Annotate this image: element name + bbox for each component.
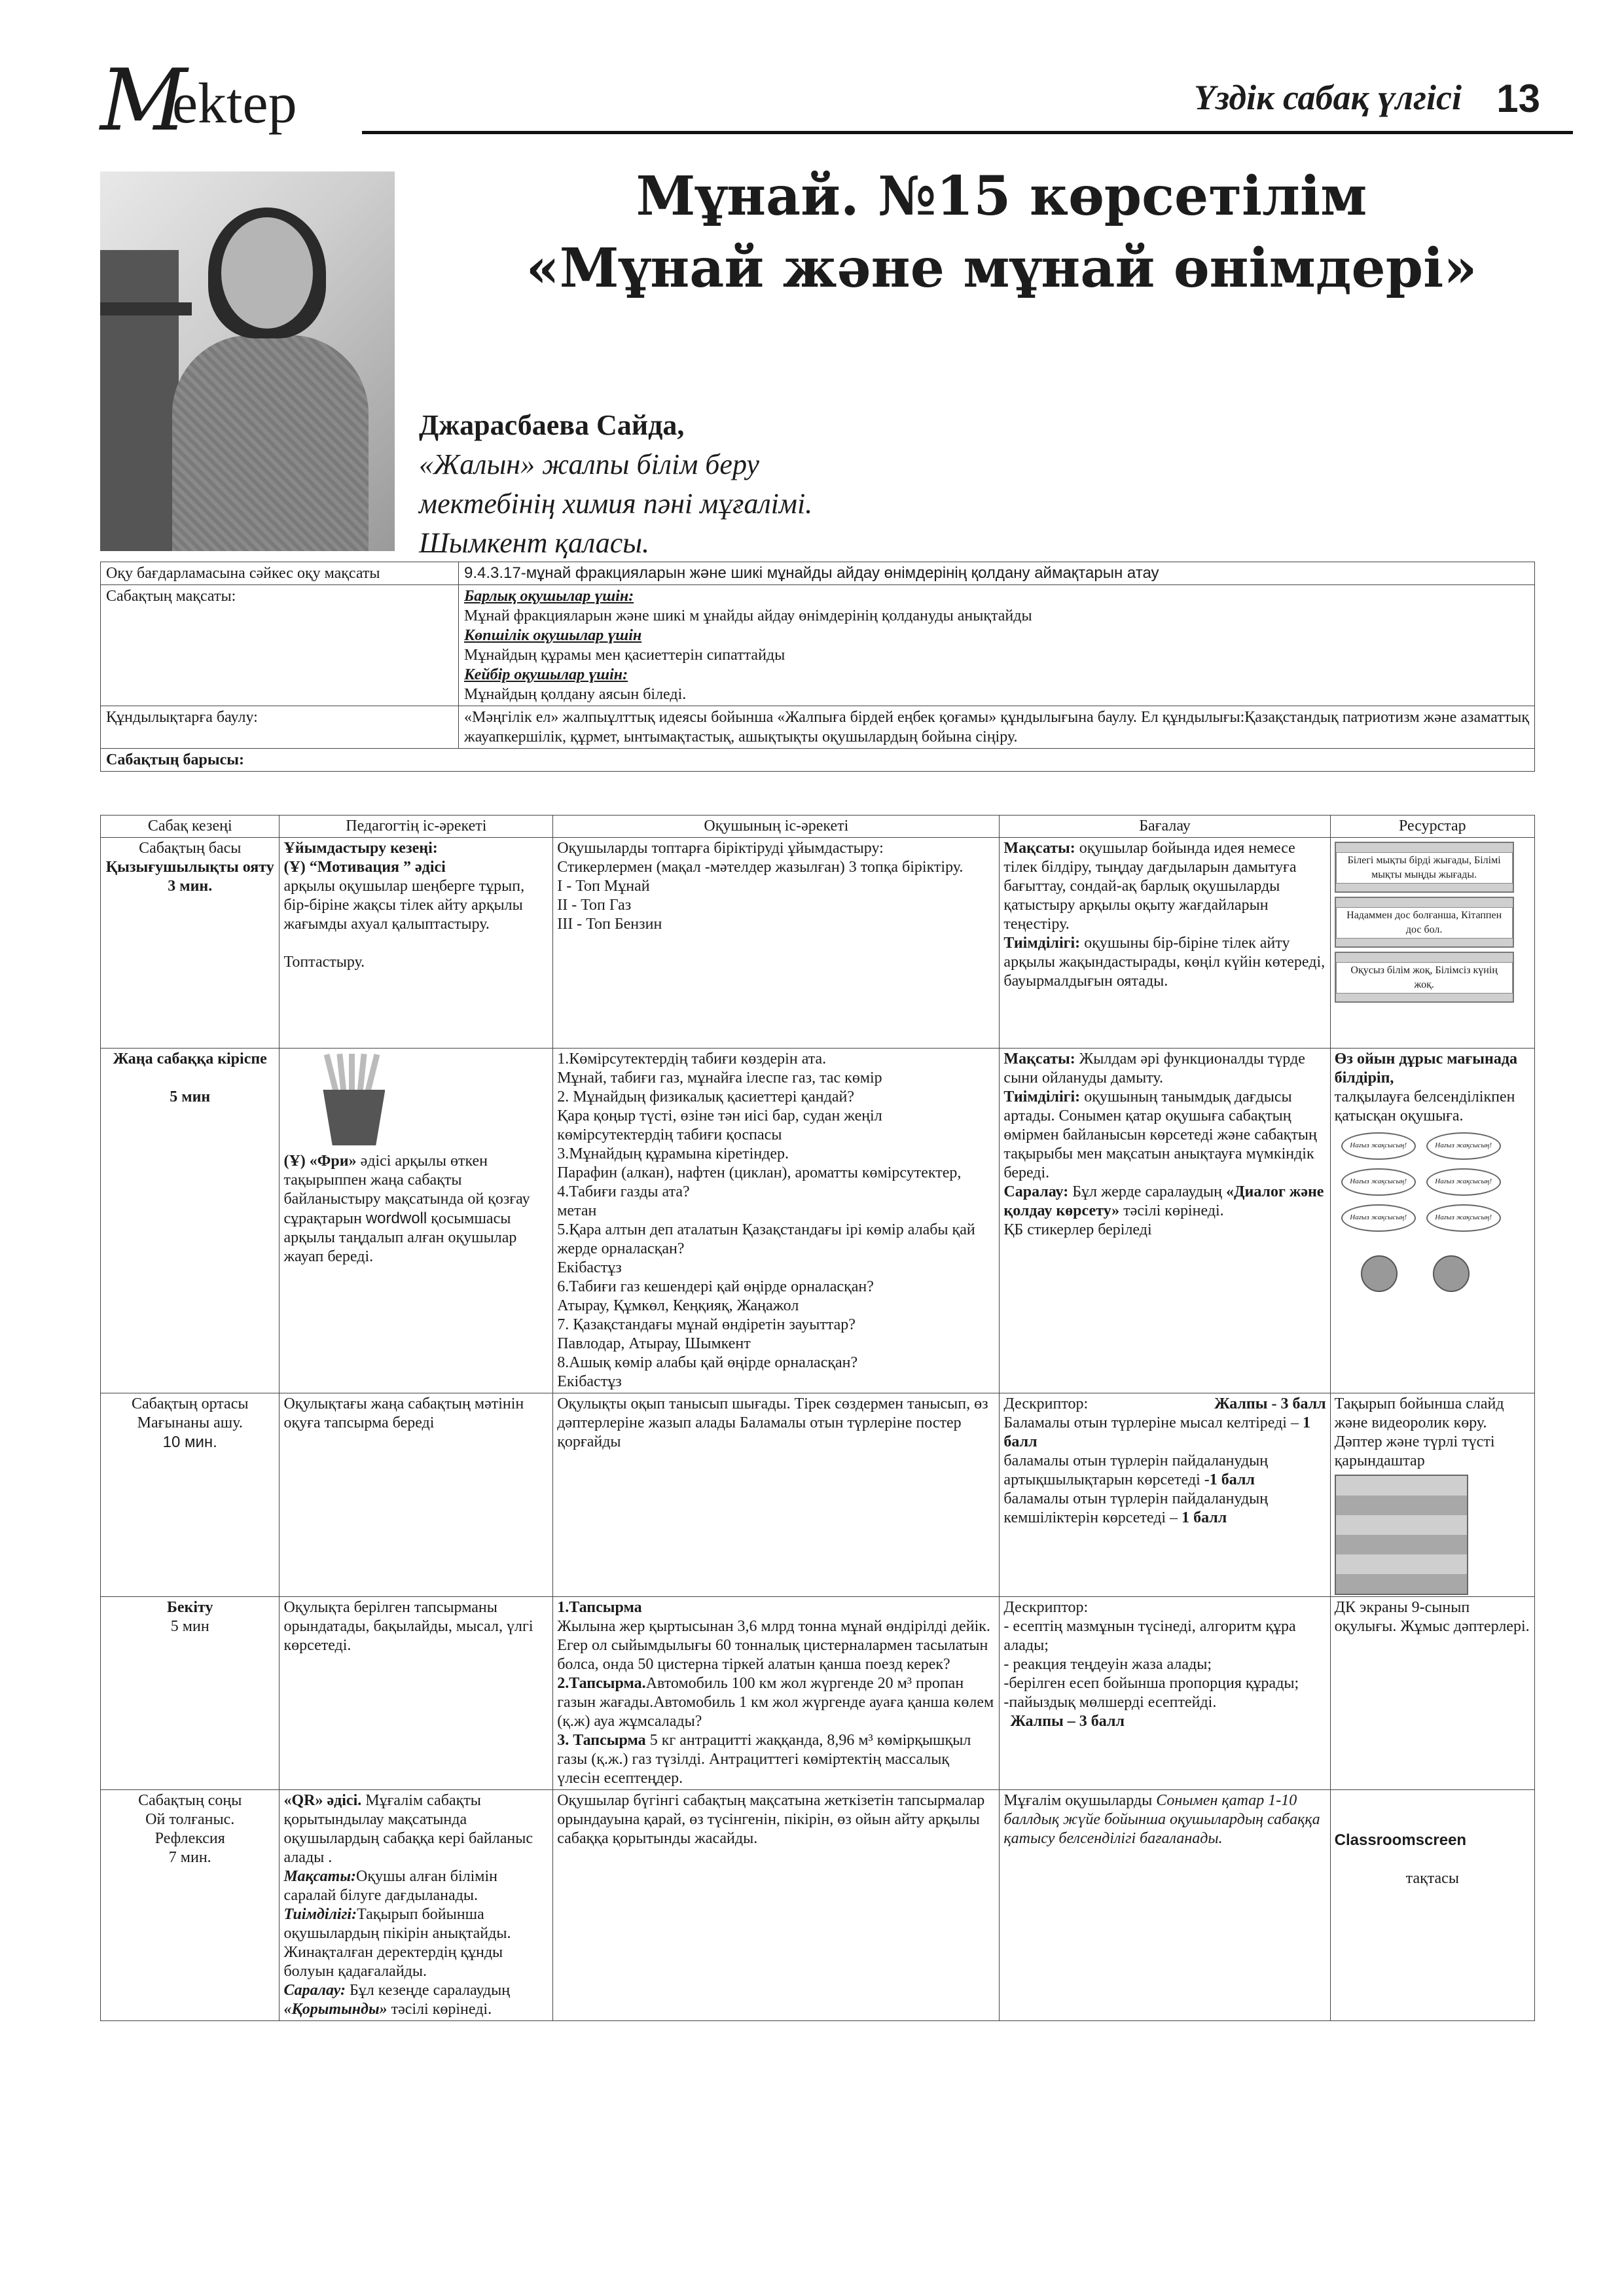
lesson-plan-table <box>100 815 1535 2021</box>
stage-name: Сабақтың басы <box>139 840 242 857</box>
goal-subhead: Барлық оқушылар үшін: <box>464 588 634 605</box>
author-block <box>419 406 812 563</box>
resource-cell <box>1330 1790 1534 2021</box>
method-name: «Қорытынды» <box>283 2001 388 2018</box>
smiley-icon <box>1433 1255 1470 1292</box>
goal-subhead: Көпшілік оқушылар үшін <box>464 627 642 644</box>
answer: Екібастұз <box>557 1373 622 1390</box>
task-text: Жылына жер қыртысынан 3,6 млрд тонна мұнай өндірілді дейік. Егер ол сыйымдылығы 60 тонналық цистерналармен тасылатын болса, онда 50 цистерна тіркей алатын қанша поезд керек? <box>557 1618 990 1673</box>
student-text: Оқушыларды топтарға біріктіруді ұйымдастыру: <box>557 840 884 857</box>
stage-sub: Қызығушылықты ояту <box>105 859 274 876</box>
proverb-banner <box>1335 952 1514 1003</box>
resource-text: тақтасы <box>1405 1870 1459 1887</box>
teacher-text: Бұл кезеңде саралаудың <box>345 1982 511 1999</box>
col-header: Сабақ кезеңі <box>101 816 280 838</box>
task-title: 2.Тапсырма. <box>557 1675 646 1692</box>
table-row <box>101 838 1535 1049</box>
method-head: Тиімділігі: <box>283 1906 357 1923</box>
descriptor-item <box>1003 1452 1326 1490</box>
page-number: 13 <box>1496 77 1540 120</box>
descriptor-text: баламалы отын түрлерін пайдаланудың кемшіліктерін көрсетеді – <box>1003 1490 1269 1526</box>
teacher-cell <box>280 1790 553 2021</box>
resource-text: Тақырып бойынша слайд және видеоролик көру. Дәптер және түрлі түсті қарындаштар <box>1334 1395 1504 1469</box>
question: 1.Көмірсутектердің табиғи көздерін ата. <box>557 1050 827 1067</box>
stage-name: Сабақтың соңы <box>138 1792 242 1809</box>
task-text: 5 кг антрацитті жаққанда, 8,96 м³ көмірқышқыл газы (қ.ж.) газ түзілді. Антрациттегі көміртектің массалық үлесін есептеңдер. <box>557 1732 971 1787</box>
col-header: Бағалау <box>1000 816 1330 838</box>
eval-head: Саралау: <box>1003 1183 1069 1200</box>
eval-text: Мұғалім оқушыларды <box>1003 1792 1157 1809</box>
score: 1 балл <box>1003 1414 1310 1450</box>
fries-icon <box>310 1054 401 1145</box>
descriptor-text: Баламалы отын түрлеріне мысал келтіреді – <box>1003 1414 1299 1431</box>
group-item: I - Топ Мұнай <box>557 878 650 895</box>
answer: Мұнай, табиғи газ, мұнайға ілеспе газ, тас көмір <box>557 1069 882 1086</box>
resource-cell: ДК экраны 9-сынып оқулығы. Жұмыс дәптерлері. <box>1330 1597 1534 1790</box>
student-cell <box>553 1049 1000 1393</box>
total-score: Жалпы – 3 балл <box>1010 1713 1125 1730</box>
col-header: Ресурстар <box>1330 816 1534 838</box>
task-text: Автомобиль 100 км жол жүргенде 20 м³ пропан газын жағады.Автомобиль 1 км жол жүргенде ауаға қанша көлем (қ.ж) ауа жұмсалады? <box>557 1675 994 1730</box>
descriptor-item: - есептің мазмұнын түсінеді, алгоритм құра алады; <box>1003 1618 1296 1654</box>
table-header-row <box>101 816 1535 838</box>
eval-cell <box>1000 1597 1330 1790</box>
proverb-text: Білегі мықты бірді жығады, Білімі мықты мыңды жығады. <box>1336 852 1513 884</box>
sticker-bubble: Нағыз жақсысың! <box>1426 1204 1501 1232</box>
smiley-icons <box>1335 1250 1530 1296</box>
info-row-objective <box>101 562 1535 585</box>
stage-time: 10 мин. <box>162 1433 217 1451</box>
eval-text: оқушылар бойында идея немесе тілек білдіру, тыңдау дағдыларын дамытуға бағыттау, сондай-ақ барлық оқушыларды қатыстыру арқылы оқыту жағдайларын теңестіру. <box>1003 840 1297 933</box>
sticker-bubble: Нағыз жақсысың! <box>1426 1132 1501 1160</box>
student-cell <box>553 838 1000 1049</box>
info-value: «Мәңгілік ел» жалпыұлттық идеясы бойынша «Жалпыға бірдей еңбек қоғамы» құндылығына баулу. Ел құндылығы:Қазақстандық патриотизм және азаматтық жауапкершілік, құрмет, ынтымақтастық, ашықтықты оқушылардың бойына сіңіру. <box>459 706 1535 749</box>
teacher-text: қосымшасы арқылы таңдалып алған оқушылар жауап береді. <box>283 1210 517 1265</box>
eval-cell <box>1000 1790 1330 2021</box>
descriptor-text: баламалы отын түрлерін пайдаланудың артықшылықтарын көрсетеді - <box>1003 1452 1269 1488</box>
descriptor-head <box>1003 1395 1326 1414</box>
resource-head: Өз ойын дұрыс мағынада білдіріп, <box>1334 1050 1518 1086</box>
eval-cell <box>1000 1393 1330 1597</box>
stage-name: Сабақтың ортасы <box>131 1395 249 1412</box>
resource-name: Classroomscreen <box>1334 1831 1467 1849</box>
author-photo <box>100 171 395 551</box>
answer: Екібастұз <box>557 1259 622 1276</box>
resource-text: талқылауға белсенділікпен қатысқан оқушыға. <box>1334 1088 1515 1124</box>
eval-head: Тиімділігі: <box>1003 1088 1081 1105</box>
author-name: Джарасбаева Сайда, <box>419 409 685 441</box>
total-score: Жалпы - 3 балл <box>1214 1395 1326 1412</box>
eval-head: Мақсаты: <box>1003 840 1075 857</box>
question: 7. Қазақстандағы мұнай өндіретін зауыттар? <box>557 1316 856 1333</box>
title-line-1: Мұнай. №15 көрсетілім <box>636 165 1367 228</box>
teacher-text: арқылы оқушылар шеңберге тұрып, бір-біріне жақсы тілек айту арқылы жағымды ахуал қалыптастыру. <box>283 878 525 933</box>
stage-time: 5 мин <box>170 1618 209 1635</box>
eval-method: «Диалог және қолдау көрсету» <box>1003 1183 1324 1219</box>
stage-sub: Рефлексия <box>154 1830 225 1847</box>
eval-cell <box>1000 838 1330 1049</box>
proverb-text: Надаммен дос болғанша, Кітаппен дос бол. <box>1336 907 1513 939</box>
col-header: Оқушының іс-әрекеті <box>553 816 1000 838</box>
method-name: «QR» әдісі. <box>283 1792 362 1809</box>
stage-name: Жаңа сабаққа кіріспе <box>113 1050 267 1067</box>
answer: Павлодар, Атырау, Шымкент <box>557 1335 751 1352</box>
resource-cell <box>1330 1393 1534 1597</box>
resource-cell <box>1330 1049 1534 1393</box>
author-school: «Жалын» жалпы білім беру <box>419 448 759 480</box>
table-row <box>101 1049 1535 1393</box>
resource-cell <box>1330 838 1534 1049</box>
proverb-banner <box>1335 897 1514 948</box>
eval-text: тәсілі көрінеді. <box>1119 1202 1224 1219</box>
info-row-values <box>101 706 1535 749</box>
info-row-goals <box>101 585 1535 706</box>
teacher-text: Мұғалім сабақты қорытындылау мақсатында оқушылардың сабаққа кері байланыс алады . <box>283 1792 533 1866</box>
title-line-2: «Мұнай және мұнай өнімдері» <box>526 237 1477 300</box>
stage-time: 5 мин <box>170 1088 211 1105</box>
goal-text: Мұнайдың құрамы мен қасиеттерін сипаттайды <box>464 647 785 664</box>
student-cell: Оқушылар бүгінгі сабақтың мақсатына жеткізетін тапсырмалар орындауына қарай, өз түсінгенін, пікірін, өз ойын айту арқылы сабаққа қорытынды жасайды. <box>553 1790 1000 2021</box>
score: 1 балл <box>1182 1509 1227 1526</box>
method-head: Мақсаты: <box>283 1868 356 1885</box>
stage-cell <box>101 1790 280 2021</box>
descriptor-label: Дескриптор: <box>1003 1599 1089 1616</box>
app-name: wordwoll <box>365 1210 427 1227</box>
teacher-text: Тақырып бойынша оқушылардың пікірін анықтайды. Жинақталған деректердің құнды болуын қадағалайды. <box>283 1906 511 1980</box>
task-title: 1.Тапсырма <box>557 1599 642 1616</box>
info-value: 9.4.3.17-мұнай фракцияларын және шикі мұнайды айдау өнімдерінің қолдану аймақтарын атау <box>459 562 1535 585</box>
teacher-cell: Оқулықта берілген тапсырманы орындатады, бақылайды, мысал, үлгі көрсетеді. <box>280 1597 553 1790</box>
section-title: Үздік сабақ үлгісі <box>1193 78 1462 117</box>
eval-text: оқушыны бір-біріне тілек айту арқылы жақындастырады, көңіл күйін көтереді, бауырмалдығын оятады. <box>1003 935 1326 990</box>
table-row <box>101 1790 1535 2021</box>
student-cell: Оқулықты оқып танысып шығады. Тірек сөздермен танысып, өз дәптерлеріне жазып алады Баламалы отын түрлеріне постер қорғайды <box>553 1393 1000 1597</box>
goal-text: Мұнайдың қолдану аясын біледі. <box>464 686 687 703</box>
teacher-text: Топтастыру. <box>283 954 365 971</box>
answer: Қара қоңыр түсті, өзіне тән иісі бар, судан жеңіл көмірсутектердің табиғи қоспасы <box>557 1107 882 1143</box>
question: 5.Қара алтын деп аталатын Қазақстандағы ірі көмір алабы қай жерде орналасқан? <box>557 1221 975 1257</box>
eval-text: оқушының танымдық дағдысы артады. Сонымен қатар оқушыға сабақтың өмірмен байланысын көрсетеді және сабақтың тақырыбы мен мақсатын анықтауға мүмкіндік береді. <box>1003 1088 1317 1181</box>
question: 3.Мұнайдың құрамына кіретіндер. <box>557 1145 789 1162</box>
descriptor-label: Дескриптор: <box>1003 1395 1089 1412</box>
info-label: Сабақтың мақсаты: <box>101 585 459 706</box>
descriptor-item <box>1003 1414 1326 1452</box>
teacher-text: әдісі арқылы өткен тақырыппен жаңа сабақты байланыстыру мақсатында ой қозғау сұрақтарын <box>283 1153 530 1227</box>
teacher-text: тәсілі көрінеді. <box>387 2001 492 2018</box>
stage-cell <box>101 1393 280 1597</box>
stage-sub: Мағынаны ашу. <box>137 1414 243 1431</box>
col-header: Педагогтің іс-әрекеті <box>280 816 553 838</box>
logo-initial: M <box>100 50 188 150</box>
info-label: Құндылықтарға баулу: <box>101 706 459 749</box>
question: 2. Мұнайдың физикалық қасиеттері қандай? <box>557 1088 854 1105</box>
group-item: II - Топ Газ <box>557 897 632 914</box>
eval-cell <box>1000 1049 1330 1393</box>
lesson-info-table <box>100 562 1535 772</box>
eval-text: Бұл жерде саралаудың <box>1068 1183 1226 1200</box>
smiley-icon <box>1361 1255 1398 1292</box>
question: 6.Табиғи газ кешендері қай өңірде орналасқан? <box>557 1278 874 1295</box>
method-name: (Ұ) «Фри» <box>283 1153 357 1170</box>
article-title <box>471 160 1532 304</box>
author-city: Шымкент қаласы. <box>419 527 650 559</box>
info-label: Сабақтың барысы: <box>101 749 1535 772</box>
descriptor-item: -пайыздық мөлшерді есептейді. <box>1003 1694 1217 1711</box>
descriptor-item: -берілген есеп бойынша пропорция құрады; <box>1003 1675 1299 1692</box>
sticker-bubbles <box>1335 1132 1511 1250</box>
goal-subhead: Кейбір оқушылар үшін: <box>464 666 628 683</box>
proverb-banner <box>1335 842 1514 893</box>
teacher-text: Оқушы алған білімін саралай білуге дағдыланады. <box>283 1868 497 1904</box>
masthead-rule <box>362 131 1573 134</box>
author-position: мектебінің химия пәні мұғалімі. <box>419 488 813 520</box>
logo-text: ektep <box>172 72 297 135</box>
stage-time: 3 мин. <box>168 878 213 895</box>
method-head: Саралау: <box>283 1982 346 1999</box>
teacher-cell <box>280 838 553 1049</box>
teacher-cell: Оқулықтағы жаңа сабақтың мәтінін оқуға тапсырма береді <box>280 1393 553 1597</box>
photo-shelf-board <box>100 302 192 315</box>
answer: Атырау, Құмкөл, Кеңқияқ, Жаңажол <box>557 1297 799 1314</box>
info-label: Оқу бағдарламасына сәйкес оқу мақсаты <box>101 562 459 585</box>
photo-bookshelf <box>100 250 179 551</box>
table-row <box>101 1597 1535 1790</box>
stage-cell <box>101 1597 280 1790</box>
method-name: (Ұ) “Мотивация ” әдісі <box>283 859 446 876</box>
proverb-text: Оқусыз білім жоқ, Білімсіз күнің жоқ. <box>1336 962 1513 994</box>
masthead <box>100 50 1540 150</box>
eval-text: ҚБ стикерлер беріледі <box>1003 1221 1152 1238</box>
method-title: Ұйымдастыру кезеңі: <box>283 840 438 857</box>
table-row <box>101 1393 1535 1597</box>
eval-text: Жылдам әрі функционалды түрде сыни ойлануды дамыту. <box>1003 1050 1305 1086</box>
sticker-bubble: Нағыз жақсысың! <box>1341 1204 1416 1232</box>
alternative-fuel-image <box>1335 1475 1468 1595</box>
eval-head: Тиімділігі: <box>1003 935 1081 952</box>
stage-time: 7 мин. <box>168 1849 211 1866</box>
teacher-cell <box>280 1049 553 1393</box>
stage-cell <box>101 1049 280 1393</box>
stage-sub: Ой толғаныс. <box>145 1811 235 1828</box>
student-text: Стикерлермен (мақал -мәтелдер жазылған) 3 топқа біріктіру. <box>557 859 964 876</box>
sticker-bubble: Нағыз жақсысың! <box>1341 1168 1416 1196</box>
goal-text: Мұнай фракцияларын және шикі м ұнайды айдау өнімдерінің қолдануды анықтайды <box>464 607 1032 624</box>
stage-cell <box>101 838 280 1049</box>
descriptor-item: - реакция теңдеуін жаза алады; <box>1003 1656 1212 1673</box>
stage-name: Бекіту <box>166 1599 213 1616</box>
descriptor-item <box>1003 1490 1326 1528</box>
student-cell <box>553 1597 1000 1790</box>
sticker-bubble: Нағыз жақсысың! <box>1341 1132 1416 1160</box>
photo-body <box>172 335 369 551</box>
group-item: III - Топ Бензин <box>557 916 662 933</box>
task-title: 3. Тапсырма <box>557 1732 646 1749</box>
photo-face <box>221 217 313 329</box>
question: 4.Табиғи газды ата? <box>557 1183 690 1200</box>
sticker-bubble: Нағыз жақсысың! <box>1426 1168 1501 1196</box>
answer: метан <box>557 1202 597 1219</box>
question: 8.Ашық көмір алабы қай өңірде орналасқан? <box>557 1354 858 1371</box>
answer: Парафин (алкан), нафтен (циклан), ароматты көмірсутектер, <box>557 1164 962 1181</box>
info-goals <box>459 585 1535 706</box>
info-row-progress <box>101 749 1535 772</box>
eval-text: Сонымен қатар 1-10 баллдық жүйе бойынша оқушылардың сабаққа қатысу белсенділігі бағаланады. <box>1003 1792 1320 1847</box>
score: 1 балл <box>1209 1471 1255 1488</box>
eval-head: Мақсаты: <box>1003 1050 1075 1067</box>
